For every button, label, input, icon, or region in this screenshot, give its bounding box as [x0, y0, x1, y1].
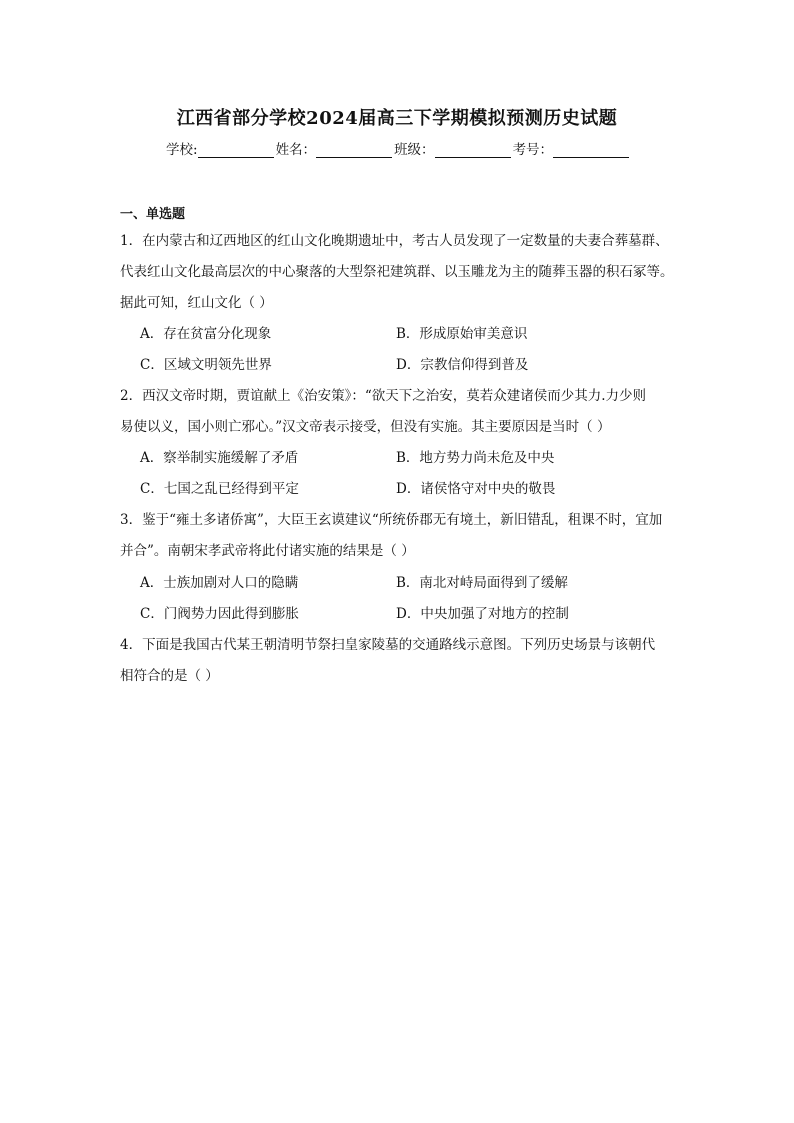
- question-2-option-b[interactable]: B．地方势力尚未危及中央: [396, 450, 555, 466]
- student-info-line: [166, 138, 631, 158]
- question-4-line-1: 4．下面是我国古代某王朝清明节祭扫皇家陵墓的交通路线示意图。下列历史场景与该朝代: [120, 637, 656, 653]
- number-label: 考号：: [512, 142, 554, 158]
- class-label: 班级：: [394, 142, 435, 158]
- question-3-option-a[interactable]: A．士族加剧对人口的隐瞒: [140, 575, 299, 591]
- question-1-option-d[interactable]: D．宗教信仰得到普及: [396, 357, 529, 373]
- question-3-line-2: 并合”。南朝宋孝武帝将此付诸实施的结果是（ ）: [120, 543, 415, 559]
- question-1-line-3: 据此可知，红山文化（ ）: [120, 295, 273, 311]
- section-heading: 一、单选题: [120, 207, 186, 222]
- question-4-line-2: 相符合的是（ ）: [120, 668, 219, 684]
- question-2-line-1: 2．西汉文帝时期，贾谊献上《治安策》：“欲天下之治安，莫若众建诸侯而少其力.力少则: [120, 388, 647, 404]
- name-field[interactable]: [316, 143, 392, 158]
- question-1-line-1: 1．在内蒙古和辽西地区的红山文化晚期遗址中，考古人员发现了一定数量的夫妻合葬墓群、: [120, 233, 669, 249]
- class-field[interactable]: [435, 143, 511, 158]
- question-1-option-a[interactable]: A．存在贫富分化现象: [140, 326, 272, 342]
- question-2-option-a[interactable]: A．察举制实施缓解了矛盾: [140, 450, 299, 466]
- question-1-option-c[interactable]: C．区域文明领先世界: [140, 357, 272, 373]
- page-title: 江西省部分学校2024届高三下学期模拟预测历史试题: [176, 108, 618, 129]
- question-3-option-d[interactable]: D．中央加强了对地方的控制: [396, 606, 569, 622]
- question-3-option-b[interactable]: B．南北对峙局面得到了缓解: [396, 575, 568, 591]
- number-field[interactable]: [553, 143, 629, 158]
- question-3-option-c[interactable]: C．门阀势力因此得到膨胀: [140, 606, 299, 622]
- question-2-option-c[interactable]: C．七国之乱已经得到平定: [140, 481, 299, 497]
- question-2-line-2: 易使以义，国小则亡邪心。”汉文帝表示接受，但没有实施。其主要原因是当时（ ）: [120, 419, 611, 435]
- question-2-option-d[interactable]: D．诸侯恪守对中央的敬畏: [396, 481, 556, 497]
- question-3-line-1: 3．鉴于“雍土多诸侨寓”，大臣王玄谟建议“所统侨郡无有境土，新旧错乱，租课不时，宜加: [120, 512, 663, 528]
- question-1-line-2: 代表红山文化最高层次的中心聚落的大型祭祀建筑群、以玉雕龙为主的随葬玉器的积石冢等。: [120, 264, 674, 280]
- question-1-option-b[interactable]: B．形成原始审美意识: [396, 326, 528, 342]
- name-label: 姓名：: [275, 142, 317, 158]
- school-label: 学校:: [166, 142, 198, 158]
- school-field[interactable]: [198, 143, 274, 158]
